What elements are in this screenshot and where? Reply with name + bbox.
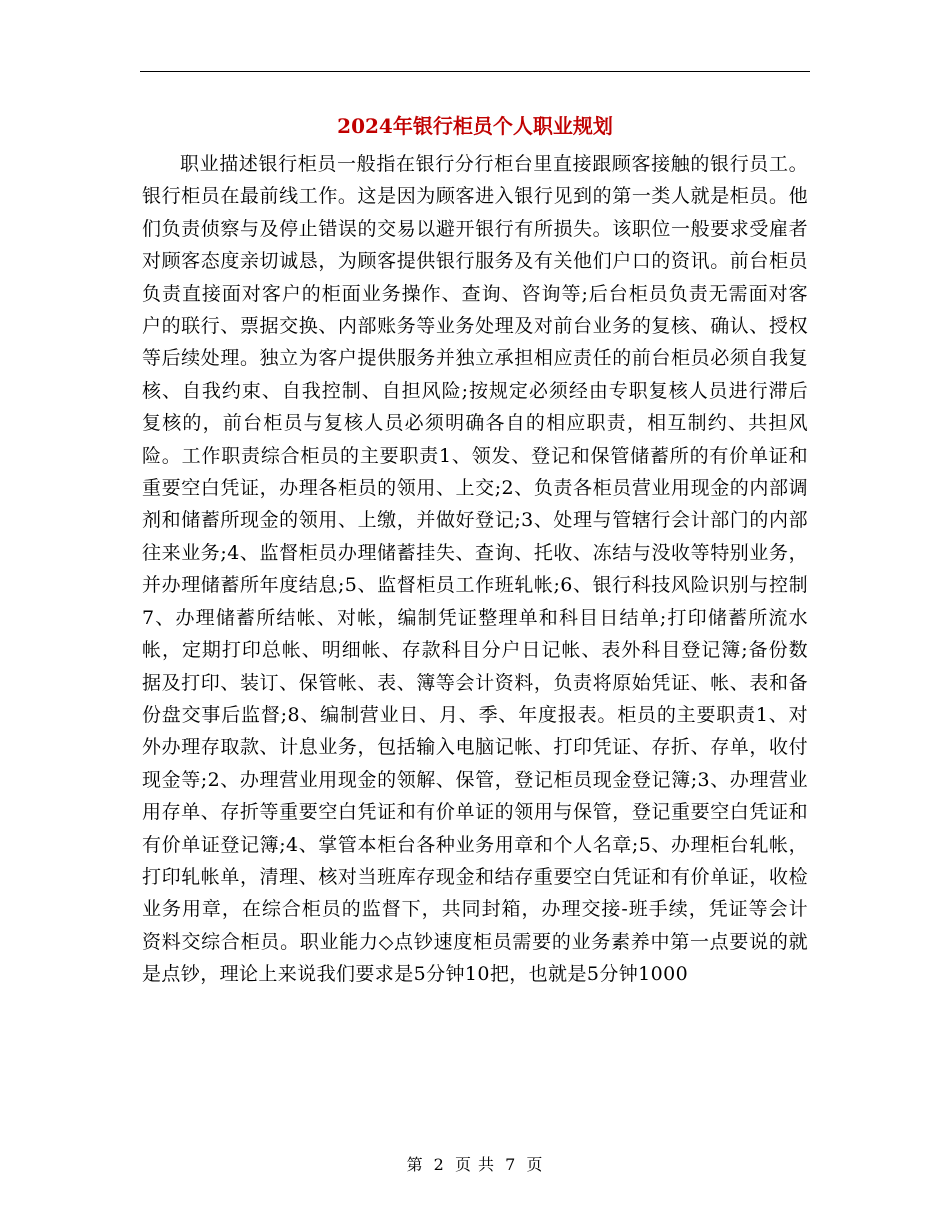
footer-prefix: 第 xyxy=(406,1155,424,1174)
document-body: 职业描述银行柜员一般指在银行分行柜台里直接跟顾客接触的银行员工。银行柜员在最前线工作。这是因为顾客进入银行见到的第一类人就是柜员。他们负责侦察与及停止错误的交易以避开银行有所损失。该职位一般要求受雇者对顾客态度亲切诚恳，为顾客提供银行服务及有关他们户口的资讯。前台柜员负责直接面对客户的柜面业务操作、查询、咨询等;后台柜员负责无需面对客户的联行、票据交换、内部账务等业务处理及对前台业务的复核、确认、授权等后续处理。独立为客户提供服务并独立承担相应责任的前台柜员必须自我复核、自我约束、自我控制、自担风险;按规定必须经由专职复核人员进行滞后复核的，前台柜员与复核人员必须明确各自的相应职责，相互制约、共担风险。工作职责综合柜员的主要职责1、领发、登记和保管储蓄所的有价单证和重要空白凭证，办理各柜员的领用、上交;2、负责各柜员营业用现金的内部调剂和储蓄所现金的领用、上缴，并做好登记;3、处理与管辖行会计部门的内部往来业务;4、监督柜员办理储蓄挂失、查询、托收、冻结与没收等特别业务，并办理储蓄所年度结息;5、监督柜员工作班轧帐;6、银行科技风险识别与控制7、办理储蓄所结帐、对帐，编制凭证整理单和科目日结单;打印储蓄所流水帐，定期打印总帐、明细帐、存款科目分户日记帐、表外科目登记簿;备份数据及打印、装订、保管帐、表、簿等会计资料，负责将原始凭证、帐、表和备份盘交事后监督;8、编制营业日、月、季、年度报表。柜员的主要职责1、对外办理存取款、计息业务，包括输入电脑记帐、打印凭证、存折、存单，收付现金等;2、办理营业用现金的领解、保管，登记柜员现金登记簿;3、办理营业用存单、存折等重要空白凭证和有价单证的领用与保管，登记重要空白凭证和有价单证登记簿;4、掌管本柜台各种业务用章和个人名章;5、办理柜台轧帐，打印轧帐单，清理、核对当班库存现金和结存重要空白凭证和有价单证，收检业务用章，在综合柜员的监督下，共同封箱，办理交接-班手续，凭证等会计资料交综合柜员。职业能力◇点钞速度柜员需要的业务素养中第一点要说的就是点钞，理论上来说我们要求是5分钟10把，也就是5分钟1000 xyxy=(142,153,808,986)
footer-middle: 页 共 xyxy=(454,1155,496,1174)
footer-suffix: 页 xyxy=(526,1155,544,1174)
header-rule xyxy=(140,71,810,72)
document-title: 2024年银行柜员个人职业规划 xyxy=(337,114,613,138)
footer-current-page: 2 xyxy=(433,1155,445,1174)
page-footer xyxy=(0,1155,950,1175)
footer-total-pages: 7 xyxy=(505,1155,517,1174)
